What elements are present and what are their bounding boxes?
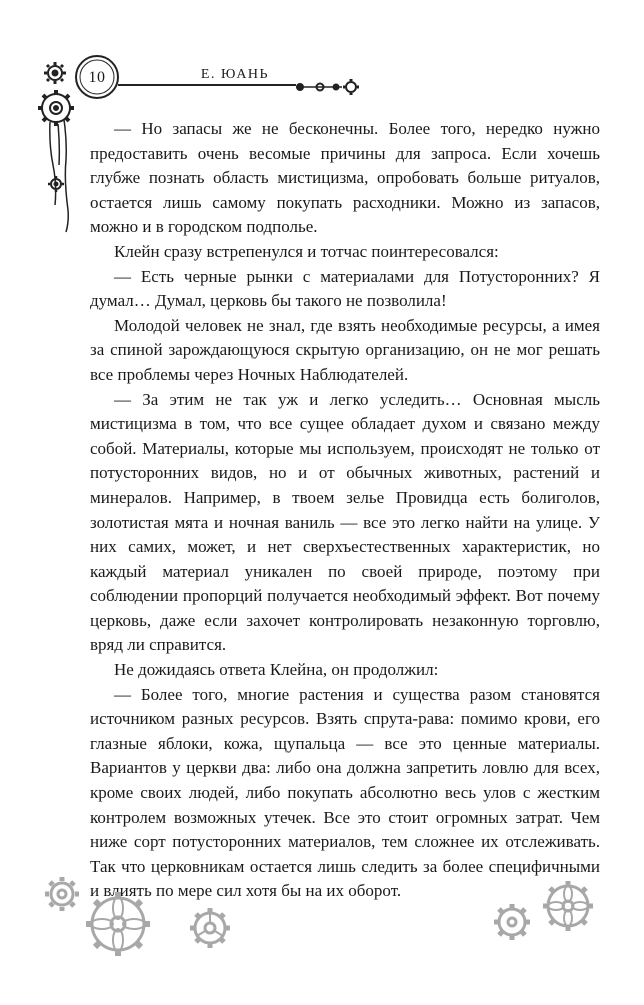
footer-gears-ornament — [0, 850, 644, 1000]
gear-icon — [494, 904, 530, 940]
paragraph: Молодой человек не знал, где взять необходимые ресурсы, а имея за спиной зарождающуюся скрытую организацию, он не мог решать все проблемы через Ночных Наблюдателей. — [90, 315, 600, 384]
large-gear-icon — [38, 90, 74, 126]
floral-gear-icon — [543, 881, 593, 931]
floral-gear-icon — [86, 892, 150, 956]
rule-end-gear-icon — [343, 79, 359, 95]
paragraph: — Но запасы же не бесконечны. Более того, нередко нужно предоставить очень весомые причины для запроса. Если хочешь глубже познать область мистицизма, опробовать больше ритуалов, остается лишь самому покупать расходники. Можно из запасов, можно и в городском подполье. — [90, 119, 600, 237]
footer-ornament — [0, 850, 644, 1000]
running-head-author: Е. ЮАНЬ — [200, 67, 270, 82]
body-text — [90, 117, 600, 904]
paragraph: Не дожидаясь ответа Клейна, он продолжил: — [114, 660, 439, 680]
paragraph: — Более того, многие растения и существа разом становятся источником разных ресурсов. Взять спрута-рава: помимо крови, его глазные яблоки, кожа, щупальца — все это ценные материалы. Вариантов у церкви два: либо она должна запретить ловлю для всех, кроме своих людей, либо покупать абсолютно весь улов с жестким контролем возможных утечек. Все это стоит огромных затрат. Чем ниже сорт потусторонних материалов, тем сложнее их отслеживать. Так что церковникам остается лишь следить за более специфичными и влиять по мере сил хотя бы на их оборот. — [90, 684, 600, 901]
paragraph: — Есть черные рынки с материалами для Потусторонних? Я думал… Думал, церковь бы такого не позволила! — [90, 266, 600, 311]
hanging-chain-icon — [50, 120, 68, 232]
small-gear-icon — [44, 62, 66, 84]
gear-icon — [190, 908, 230, 948]
paragraph: — За этим не так уж и легко уследить… Основная мысль мистицизма в том, что все сущее обладает духом и связано между собой. Материалы, которые мы используем, происходят не только от потусторонних видов, но и от обычных животных, растений и минералов. Например, в твоем зелье Провидца есть болиголов, золотистая мята и ночная ваниль — все это легко найти на улице. У них самих, может, и нет сверхъестественных характеристик, но каждый материал уникален по своей природе, поэтому при соблюдении пропорций получается необходимый эффект. Вот почему церковь, даже если захочет контролировать незаконную торговлю, вряд ли справится. — [90, 389, 600, 655]
gear-icon — [45, 877, 79, 911]
hanging-gear-icon — [48, 176, 64, 192]
paragraph: Клейн сразу встрепенулся и тотчас поинтересовался: — [114, 241, 499, 261]
page-number: 10 — [88, 69, 106, 86]
